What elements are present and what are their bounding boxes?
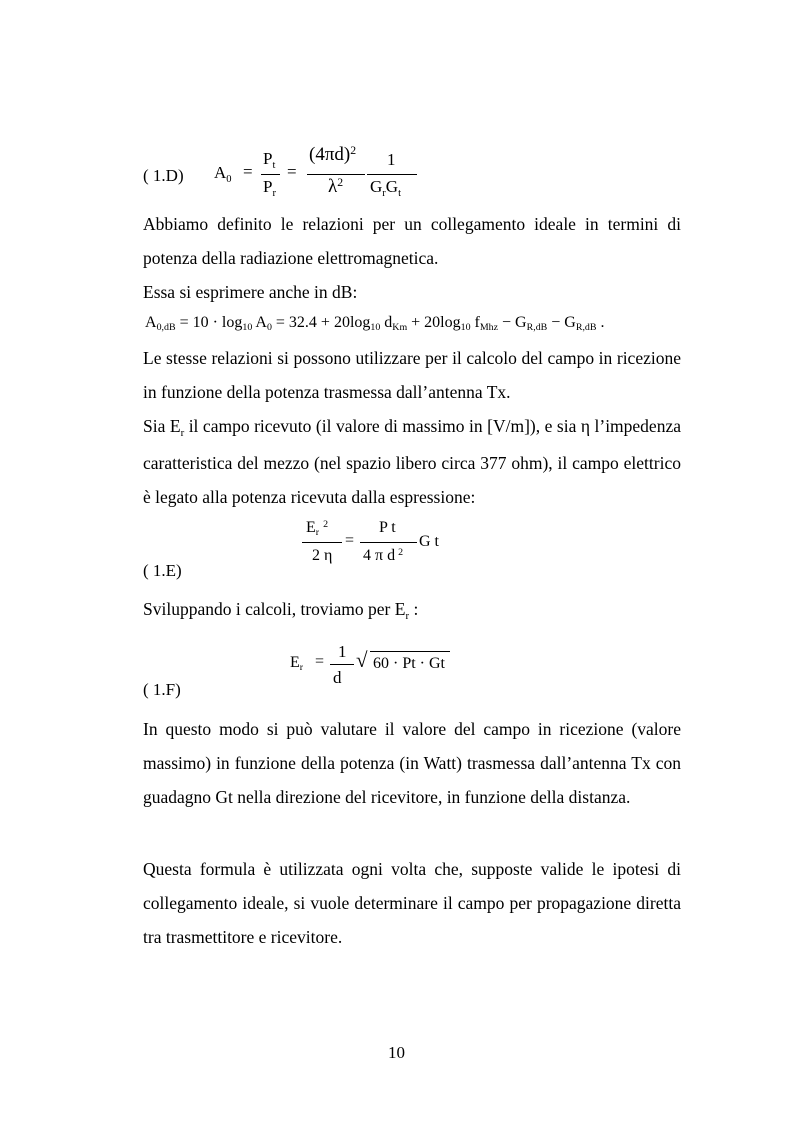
eq1e-frac-bar-2 (360, 542, 417, 543)
paragraph-db-intro: Essa si esprimere anche in dB: (143, 282, 358, 302)
eq1d-den3: $G_rG_t$ (370, 177, 402, 199)
eq1d-num1: $P_t$ (263, 149, 276, 171)
eq1d-lhs: $A_0$ (214, 163, 232, 185)
eq1d-frac-bar-2 (307, 174, 365, 175)
eq1d-equals-2: = (287, 162, 297, 181)
eq1f-lhs: $E_r$ (290, 654, 304, 674)
eq1d-frac-bar-3 (367, 174, 417, 175)
eq1d-equals-1: = (243, 162, 253, 181)
eq1f-radicand: 60 · Pt · Gt (373, 655, 445, 672)
paragraph-calc: Sviluppando i calcoli, troviamo per $E_r$ : (143, 599, 419, 622)
eq1d-num2: $(4\pi d)^2$ (309, 143, 357, 165)
equation-label-1e: ( 1.E) (143, 561, 182, 580)
eq1f-equals: = (315, 653, 325, 670)
paragraph-field-definition: Sia $E_r$ il campo ricevuto (il valore di massimo in [V/m]), e sia η l’impedenza caratteristica del mezzo (nel spazio libero circa 377 ohm), il campo elettrico è legato alla potenza ricevuta dalla espressione: (143, 416, 681, 507)
paragraph-field-evaluation: In questo modo si può valutare il valore del campo in ricezione (valore massimo) in funzione della potenza (in Watt) trasmessa dall’antenna Tx con guadagno Gt nella direzione del ricevitore, in funzione della distanza. (143, 719, 681, 807)
page-number: 10 (388, 1043, 405, 1062)
eq1f-radical-bar (370, 651, 450, 652)
eq1d-den1: $P_r$ (263, 177, 276, 199)
eq1e-num2: P t (379, 519, 396, 536)
equation-db: $A_{0,dB} = 10 \cdot \log_{10} A_0 = 32.4 + 20\log_{10}$ $d_{Km} + 20\log_{10}$ $f_{Mhz} - G_{R,dB} - G_{R,dB}$ . (145, 314, 605, 334)
eq1e-equals: = (345, 532, 355, 549)
equation-label-1f: ( 1.F) (143, 680, 181, 699)
eq1d-den2: $\lambda^2$ (328, 175, 344, 197)
eq1e-num1: $E_r^2$ (306, 518, 329, 539)
equation-label-1d: ( 1.D) (143, 166, 184, 185)
eq1e-tail: G t (419, 533, 439, 550)
eq1f-frac-bar (330, 664, 354, 665)
eq1e-den1: 2 η (312, 547, 333, 564)
eq1f-den: d (333, 668, 342, 687)
eq1e-den2: 4 π d $^2$ (363, 546, 404, 564)
eq1d-num3: 1 (387, 150, 396, 169)
paragraph-field-intro: Le stesse relazioni si possono utilizzare per il calcolo del campo in ricezione in funzione della potenza trasmessa dall’antenna Tx. (143, 348, 681, 402)
paragraph-ideal-link: Abbiamo definito le relazioni per un collegamento ideale in termini di potenza della radiazione elettromagnetica. (143, 214, 681, 268)
eq1f-num: 1 (338, 642, 347, 661)
eq1f-radical: √ (356, 648, 368, 672)
eq1e-frac-bar-1 (302, 542, 342, 543)
eq1d-frac-bar-1 (261, 174, 280, 175)
paragraph-formula-usage: Questa formula è utilizzata ogni volta che, supposte valide le ipotesi di collegamento ideale, si vuole determinare il campo per propagazione diretta tra trasmettitore e ricevitore. (143, 859, 681, 947)
